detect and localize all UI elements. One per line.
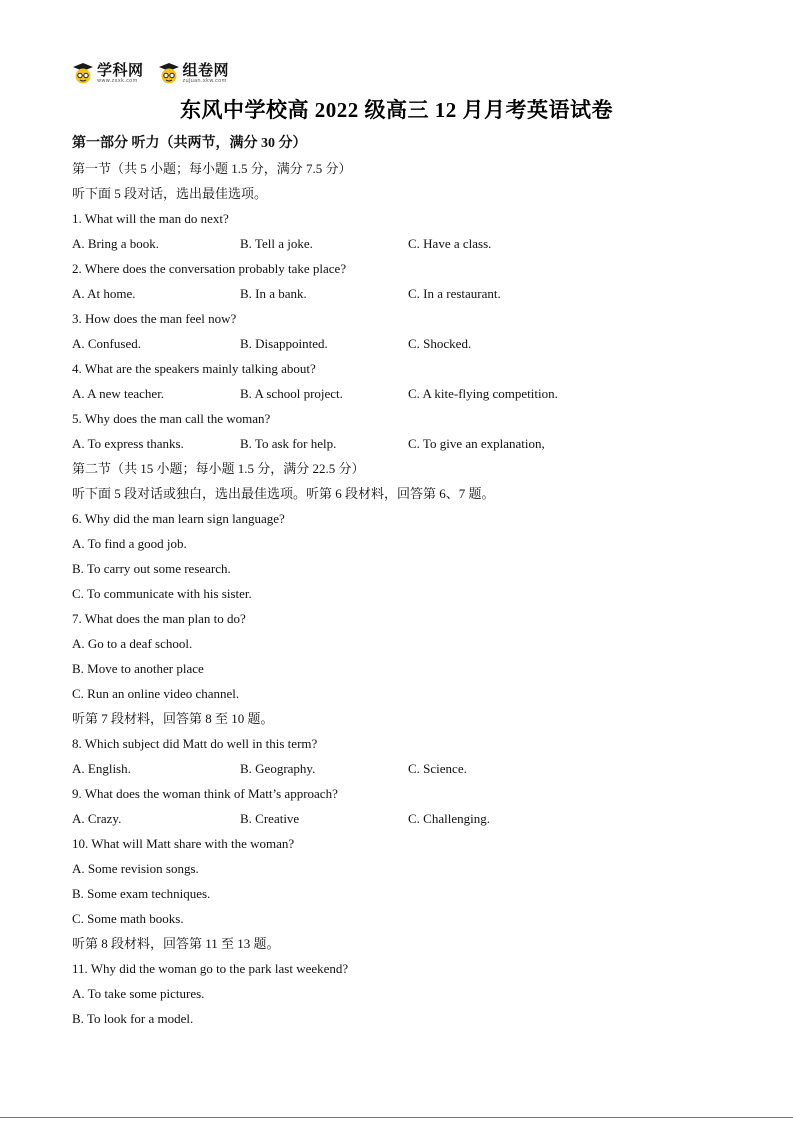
logo-name: 学科网 [97, 60, 144, 79]
option-b: B. In a bank. [240, 286, 307, 301]
option-b: B. To carry out some research. [72, 561, 231, 576]
zxxk-logo [72, 62, 144, 84]
section-heading: 第一节（共 5 小题；每小题 1.5 分，满分 7.5 分） [72, 161, 352, 176]
option-c: C. To communicate with his sister. [72, 586, 252, 601]
logo-name: 组卷网 [182, 60, 230, 79]
section-instruction: 听下面 5 段对话，选出最佳选项。 [72, 186, 268, 201]
options-row [72, 381, 732, 406]
graduate-face-icon [72, 62, 94, 84]
question-text: 4. What are the speakers mainly talking about? [72, 361, 316, 376]
option-c: C. A kite-flying competition. [408, 386, 558, 401]
option-c: C. Shocked. [408, 336, 472, 351]
question-text: 8. Which subject did Matt do well in this term? [72, 736, 318, 751]
option-a: A. To find a good job. [72, 536, 187, 551]
option-a: A. Crazy. [72, 811, 122, 826]
option-b: B. Creative [240, 811, 300, 826]
options-row [72, 756, 732, 781]
option-b: B. To ask for help. [240, 436, 337, 451]
exam-title: 东风中学校高 2022 级高三 12 月月考英语试卷 [180, 98, 613, 122]
option-a: A. Go to a deaf school. [72, 636, 193, 651]
options-row [72, 331, 732, 356]
option-b: B. Some exam techniques. [72, 886, 211, 901]
question-text: 10. What will Matt share with the woman? [72, 836, 295, 851]
section-instruction: 听第 7 段材料，回答第 8 至 10 题。 [72, 711, 274, 726]
question-text: 11. Why did the woman go to the park last weekend? [72, 961, 349, 976]
option-c: C. To give an explanation, [408, 436, 545, 451]
options-row [72, 431, 732, 456]
question-text: 9. What does the woman think of Matt’s approach? [72, 786, 338, 801]
option-a: A. To take some pictures. [72, 986, 205, 1001]
option-c: C. Have a class. [408, 236, 492, 251]
section-instruction: 听第 8 段材料，回答第 11 至 13 题。 [72, 936, 280, 951]
options-row [72, 806, 732, 831]
option-a: A. At home. [72, 286, 136, 301]
option-c: C. Run an online video channel. [72, 686, 240, 701]
question-text: 3. How does the man feel now? [72, 311, 237, 326]
exam-content [72, 131, 732, 1031]
option-b: B. A school project. [240, 386, 343, 401]
option-b: B. Move to another place [72, 661, 204, 676]
option-a: A. Some revision songs. [72, 861, 199, 876]
question-text: 5. Why does the man call the woman? [72, 411, 271, 426]
option-b: B. Disappointed. [240, 336, 328, 351]
options-row [72, 281, 732, 306]
question-text: 6. Why did the man learn sign language? [72, 511, 285, 526]
logo-url: zujuan.xkw.com [182, 77, 227, 84]
option-b: B. Geography. [240, 761, 316, 776]
logo-url: www.zxxk.com [97, 77, 138, 84]
option-a: A. Bring a book. [72, 236, 160, 251]
option-c: C. Challenging. [408, 811, 490, 826]
part-heading: 第一部分 听力（共两节，满分 30 分） [72, 136, 307, 151]
option-b: B. Tell a joke. [240, 236, 313, 251]
option-c: C. Some math books. [72, 911, 184, 926]
option-a: A. English. [72, 761, 131, 776]
option-a: A. Confused. [72, 336, 141, 351]
page-bottom-rule [0, 1117, 793, 1118]
graduate-face-icon [158, 62, 180, 84]
option-a: A. A new teacher. [72, 386, 165, 401]
zujuan-logo [158, 62, 230, 84]
question-text: 2. Where does the conversation probably take place? [72, 261, 347, 276]
question-text: 7. What does the man plan to do? [72, 611, 246, 626]
question-text: 1. What will the man do next? [72, 211, 229, 226]
option-b: B. To look for a model. [72, 1011, 194, 1026]
options-row [72, 231, 732, 256]
option-c: C. Science. [408, 761, 467, 776]
header-logos [72, 60, 229, 86]
option-a: A. To express thanks. [72, 436, 184, 451]
section-instruction: 听下面 5 段对话或独白，选出最佳选项。听第 6 段材料，回答第 6、7 题。 [72, 486, 495, 501]
section-heading: 第二节（共 15 小题；每小题 1.5 分，满分 22.5 分） [72, 461, 365, 476]
option-c: C. In a restaurant. [408, 286, 501, 301]
